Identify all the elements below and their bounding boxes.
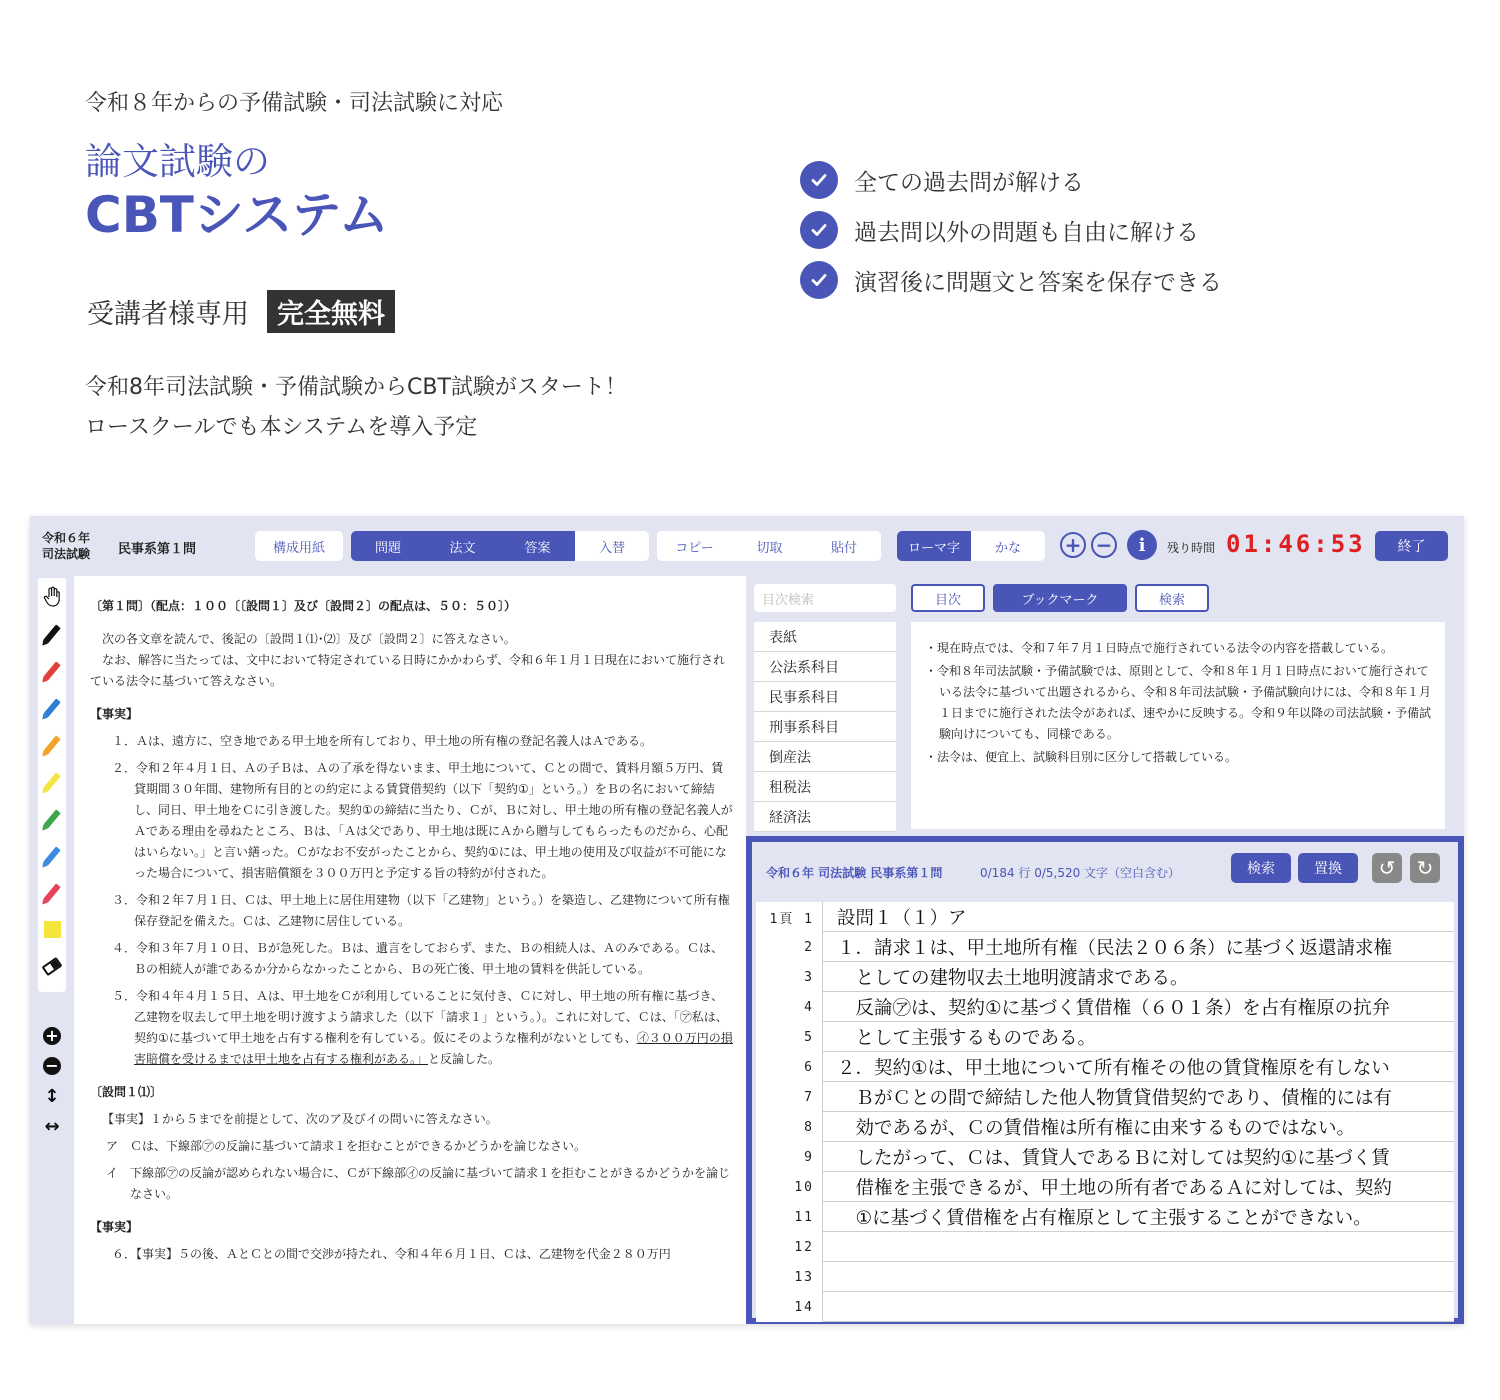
- end-exam-button[interactable]: 終了: [1375, 531, 1448, 561]
- undo-icon[interactable]: ↺: [1372, 853, 1402, 883]
- answer-line[interactable]: [756, 1082, 1454, 1112]
- highlighter-green-icon[interactable]: [38, 800, 66, 837]
- tab-search[interactable]: 検索: [1135, 584, 1209, 612]
- free-badge: 完全無料: [267, 290, 395, 333]
- countdown-timer: 01:46:53: [1226, 530, 1366, 558]
- subquestion-heading: 〔設問１⑴〕: [90, 1085, 163, 1099]
- highlighter-blue-icon[interactable]: [38, 837, 66, 874]
- subquestion-item: ア Ｃは、下線部㋐の反論に基づいて請求１を拒むことができるかどうかを論じなさい。: [106, 1139, 587, 1153]
- toc-item[interactable]: 民事系科目: [754, 682, 896, 712]
- facts-heading: 【事実】: [90, 707, 139, 721]
- answer-line[interactable]: [756, 1052, 1454, 1082]
- toc-list: [754, 622, 896, 832]
- editor-char-count: 0/184 行 0/5,520 文字（空白含む）: [980, 866, 1181, 880]
- feature-list: [800, 155, 1222, 305]
- plus-circle-icon[interactable]: +: [38, 1021, 66, 1051]
- pen-red-icon[interactable]: [38, 652, 66, 689]
- zoom-out-icon[interactable]: −: [1091, 532, 1117, 558]
- reference-note: ・現在時点では、令和７年７月１日時点で施行されている法令の内容を搭載している。: [925, 641, 1394, 655]
- answer-line[interactable]: [756, 1022, 1454, 1052]
- redo-icon[interactable]: ↻: [1410, 853, 1440, 883]
- cut-button[interactable]: 切取: [732, 531, 807, 561]
- toc-item[interactable]: 経済法: [754, 802, 896, 832]
- answer-sheet[interactable]: [756, 902, 1454, 1322]
- students-label: 受講者様専用: [87, 299, 249, 330]
- answer-line[interactable]: [756, 992, 1454, 1022]
- info-icon[interactable]: i: [1127, 530, 1157, 560]
- view-tabs: [351, 531, 649, 561]
- zoom-in-icon[interactable]: +: [1060, 532, 1086, 558]
- toc-item[interactable]: 租税法: [754, 772, 896, 802]
- minus-circle-icon[interactable]: −: [38, 1051, 66, 1081]
- desc-line1: 令和8年司法試験・予備試験からCBT試験がスタート！: [85, 375, 627, 400]
- line-text[interactable]: ＢがＣとの間で締結した他人物賃貸借契約であり、債権的には有: [822, 1082, 1454, 1112]
- line-number: 10: [794, 1179, 814, 1195]
- tab-swap[interactable]: 入替: [575, 531, 649, 561]
- highlighter-orange-icon[interactable]: [38, 726, 66, 763]
- toc-item[interactable]: 表紙: [754, 622, 896, 652]
- answer-editor: [746, 836, 1464, 1324]
- sticky-note-icon[interactable]: [38, 911, 66, 948]
- fact-item: ６．【事実】５の後、ＡとＣとの間で交渉が持たれ、令和４年６月１日、Ｃは、乙建物を代金２８０万円: [112, 1247, 671, 1261]
- line-text[interactable]: 借権を主張できるが、甲土地の所有者であるＡに対しては、契約: [822, 1172, 1454, 1202]
- editor-search-button[interactable]: 検索: [1231, 853, 1291, 883]
- facts-heading: 【事実】: [90, 1220, 139, 1234]
- line-text[interactable]: として主張するものである。: [822, 1022, 1454, 1052]
- check-icon: [800, 211, 838, 249]
- edit-buttons: [657, 531, 881, 561]
- answer-line[interactable]: [756, 962, 1454, 992]
- toc-item[interactable]: 倒産法: [754, 742, 896, 772]
- line-number: 14: [794, 1299, 814, 1315]
- reference-tabs: [911, 584, 1209, 612]
- fact-item: ２．令和２年４月１日、Ａの子Ｂは、Ａの了承を得ないまま、甲土地について、Ｃとの間で、賃料月額５万円、賃貸期間３０年間、建物所有目的との約定による賃貸借契約（以下「契約①」という。）をＢの名において締結し、同日、甲土地をＣに引き渡した。契約①の締結に当たり、Ｃが、Ｂに対し、甲土地の所有権の登記名義人がＡである理由を尋ねたところ、Ｂは、「Ａは父であり、甲土地は既にＡから贈与してもらったものだから、心配はいらない。」と言い繕った。Ｃがなお不安がったことから、契約①には、甲土地の使用及び収益が不可能になった場合について、損害賠償額を３００万円と予定する旨の特約が付された。: [112, 761, 733, 880]
- line-number: 12: [794, 1239, 814, 1255]
- line-number: 6: [804, 1059, 814, 1075]
- hero-subtitle: 令和８年からの予備試験・司法試験に対応: [85, 91, 504, 116]
- line-text[interactable]: としての建物収去土地明渡請求である。: [822, 962, 1454, 992]
- underlined-claim: ㋑３００万円の損害賠償を受けるまでは甲土地を占有する権利がある。」: [134, 1031, 733, 1066]
- reference-note: ・令和８年司法試験・予備試験では、原則として、令和８年１月１日時点において施行されている法令に基づいて出題されるから、令和８年司法試験・予備試験向けには、令和８年１月１日までに施行された法令があれば、速やかに反映する。令和９年以降の司法試験・予備試験向けについても、同様である。: [925, 664, 1432, 741]
- answer-line[interactable]: [756, 1142, 1454, 1172]
- line-text[interactable]: 反論㋐は、契約①に基づく賃借権（６０１条）を占有権原の抗弁: [822, 992, 1454, 1022]
- line-number: 13: [794, 1269, 814, 1285]
- romaji-mode-button[interactable]: ローマ字: [897, 531, 971, 561]
- line-number: 3: [804, 969, 814, 985]
- answer-line[interactable]: [756, 1232, 1454, 1262]
- line-text[interactable]: [822, 1262, 1454, 1292]
- pen-blue-icon[interactable]: [38, 689, 66, 726]
- feature-label: 全ての過去問が解ける: [854, 169, 1084, 196]
- exam-name: 司法試験: [42, 547, 91, 561]
- answer-line[interactable]: [756, 932, 1454, 962]
- answer-line[interactable]: [756, 1172, 1454, 1202]
- line-text[interactable]: 効であるが、Ｃの賃借権は所有権に由来するものではない。: [822, 1112, 1454, 1142]
- answer-line[interactable]: [756, 1262, 1454, 1292]
- copy-button[interactable]: コピー: [657, 531, 732, 561]
- highlighter-pink-icon[interactable]: [38, 874, 66, 911]
- line-text[interactable]: [822, 1292, 1454, 1322]
- resize-vertical-icon[interactable]: ↕: [44, 1085, 60, 1107]
- hand-icon[interactable]: [38, 578, 66, 615]
- fact-item: ５．令和４年４月１５日、Ａは、甲土地をＣが利用していることに気付き、Ｃに対し、甲土地の所有権に基づき、乙建物を収去して甲土地を明け渡すよう請求した（以下「請求１」という。）。これに対して、Ｃは、「㋐私は、契約①に基づいて甲土地を占有する権利を有している。仮にそのような権利がないとしても、㋑３００万円の損害賠償を受けるまでは甲土地を占有する権利がある。」と反論した。: [112, 989, 733, 1066]
- tab-bookmarks[interactable]: ブックマーク: [993, 584, 1127, 612]
- line-text[interactable]: [822, 1232, 1454, 1262]
- highlighter-yellow-icon[interactable]: [38, 763, 66, 800]
- line-number: 4: [804, 999, 814, 1015]
- students-only: [87, 290, 395, 333]
- tab-contents[interactable]: 目次: [911, 584, 985, 612]
- feature-item: [800, 255, 1222, 305]
- answer-line[interactable]: [756, 1292, 1454, 1322]
- hero-title: [85, 140, 389, 246]
- toc-search-input[interactable]: 目次検索: [754, 584, 896, 612]
- question-panel: [74, 576, 746, 1324]
- editor-replace-button[interactable]: 置換: [1298, 853, 1358, 883]
- tab-statutes[interactable]: 法文: [425, 531, 500, 561]
- fact-item: １．Ａは、遠方に、空き地である甲土地を所有しており、甲土地の所有権の登記名義人はＡである。: [112, 734, 653, 748]
- view-tools: [38, 1021, 66, 1141]
- resize-horizontal-icon[interactable]: ↔: [44, 1115, 60, 1137]
- reference-note: ・法令は、便宜上、試験科目別に区分して搭載している。: [925, 750, 1238, 764]
- reference-notes: [911, 622, 1445, 829]
- line-number: 8: [804, 1119, 814, 1135]
- cbt-app-window: [30, 516, 1464, 1324]
- tab-question[interactable]: 問題: [351, 531, 425, 561]
- question-instruction: なお、解答に当たっては、文中において特定されている日時にかかわらず、令和６年１月１日現在において施行されている法令に基づいて答えなさい。: [90, 653, 726, 688]
- line-number: 2: [804, 939, 814, 955]
- exam-meta: [42, 530, 90, 562]
- toc-item[interactable]: 公法系科目: [754, 652, 896, 682]
- toc-item[interactable]: 刑事系科目: [754, 712, 896, 742]
- desc-line2: ロースクールでも本システムを導入予定: [85, 415, 478, 440]
- hero-title-line1: 論文試験の: [85, 140, 270, 183]
- answer-line[interactable]: [756, 1202, 1454, 1232]
- line-number: 7: [804, 1089, 814, 1105]
- feature-item: [800, 205, 1222, 255]
- line-number: 11: [794, 1209, 814, 1225]
- time-remaining-label: 残り時間: [1167, 541, 1216, 555]
- feature-label: 過去問以外の問題も自由に解ける: [854, 219, 1199, 246]
- check-icon: [800, 161, 838, 199]
- line-text[interactable]: ２．契約①は、甲土地について所有権その他の賃貸権原を有しない: [822, 1052, 1454, 1082]
- exam-year: 令和６年: [42, 531, 91, 545]
- draft-paper-button[interactable]: 構成用紙: [255, 531, 343, 561]
- question-intro: 次の各文章を読んで、後記の〔設問１⑴･⑵〕及び〔設問２〕に答えなさい。: [102, 632, 516, 646]
- toolbar: [30, 516, 1464, 576]
- input-mode-toggle: [897, 531, 1045, 561]
- tab-answer[interactable]: 答案: [500, 531, 575, 561]
- editor-title: 令和６年 司法試験 民事系第１問: [766, 866, 943, 880]
- hero-title-line2: CBTシステム: [85, 186, 389, 244]
- feature-item: [800, 155, 1222, 205]
- line-text[interactable]: 設問１（１）ア: [822, 902, 1454, 932]
- line-number: 9: [804, 1149, 814, 1165]
- paste-button[interactable]: 貼付: [807, 531, 881, 561]
- question-header: 〔第１問〕（配点：１００〔〔設問１〕及び〔設問２〕の配点は、５０：５０〕）: [90, 599, 517, 613]
- line-text[interactable]: ①に基づく賃借権を占有権原として主張することができない。: [822, 1202, 1454, 1232]
- answer-line[interactable]: [756, 902, 1454, 932]
- eraser-icon[interactable]: [38, 948, 66, 985]
- subquestion-intro: 【事実】１から５までを前提として、次のア及びイの問いに答えなさい。: [102, 1112, 498, 1126]
- answer-line[interactable]: [756, 1112, 1454, 1142]
- kana-mode-button[interactable]: かな: [971, 531, 1045, 561]
- line-text[interactable]: １．請求１は、甲土地所有権（民法２０６条）に基づく返還請求権: [822, 932, 1454, 962]
- check-icon: [800, 261, 838, 299]
- line-text[interactable]: したがって、Ｃは、賃貸人であるＢに対しては契約①に基づく賃: [822, 1142, 1454, 1172]
- annotation-toolbar: [38, 578, 66, 992]
- line-number: 5: [804, 1029, 814, 1045]
- line-number: 1頁 1: [769, 911, 814, 927]
- exam-subject: 民事系第１問: [118, 542, 197, 557]
- fact-item: ４．令和３年７月１０日、Ｂが急死した。Ｂは、遺言をしておらず、また、Ｂの相続人は、Ａのみである。Ｃは、Ｂの相続人が誰であるか分からなかったことから、Ｂの死亡後、甲土地の賃料を供託している。: [112, 941, 724, 976]
- hero-description: [85, 368, 627, 448]
- feature-label: 演習後に問題文と答案を保存できる: [854, 269, 1222, 296]
- subquestion-item: イ 下線部㋐の反論が認められない場合に、Ｃが下線部㋑の反論に基づいて請求１を拒むことがきるかどうかを論じなさい。: [106, 1166, 731, 1201]
- pen-black-icon[interactable]: [38, 615, 66, 652]
- fact-item: ３．令和２年７月１日、Ｃは、甲土地上に居住用建物（以下「乙建物」という。）を築造し、乙建物について所有権保存登記を備えた。Ｃは、乙建物に居住している。: [112, 893, 730, 928]
